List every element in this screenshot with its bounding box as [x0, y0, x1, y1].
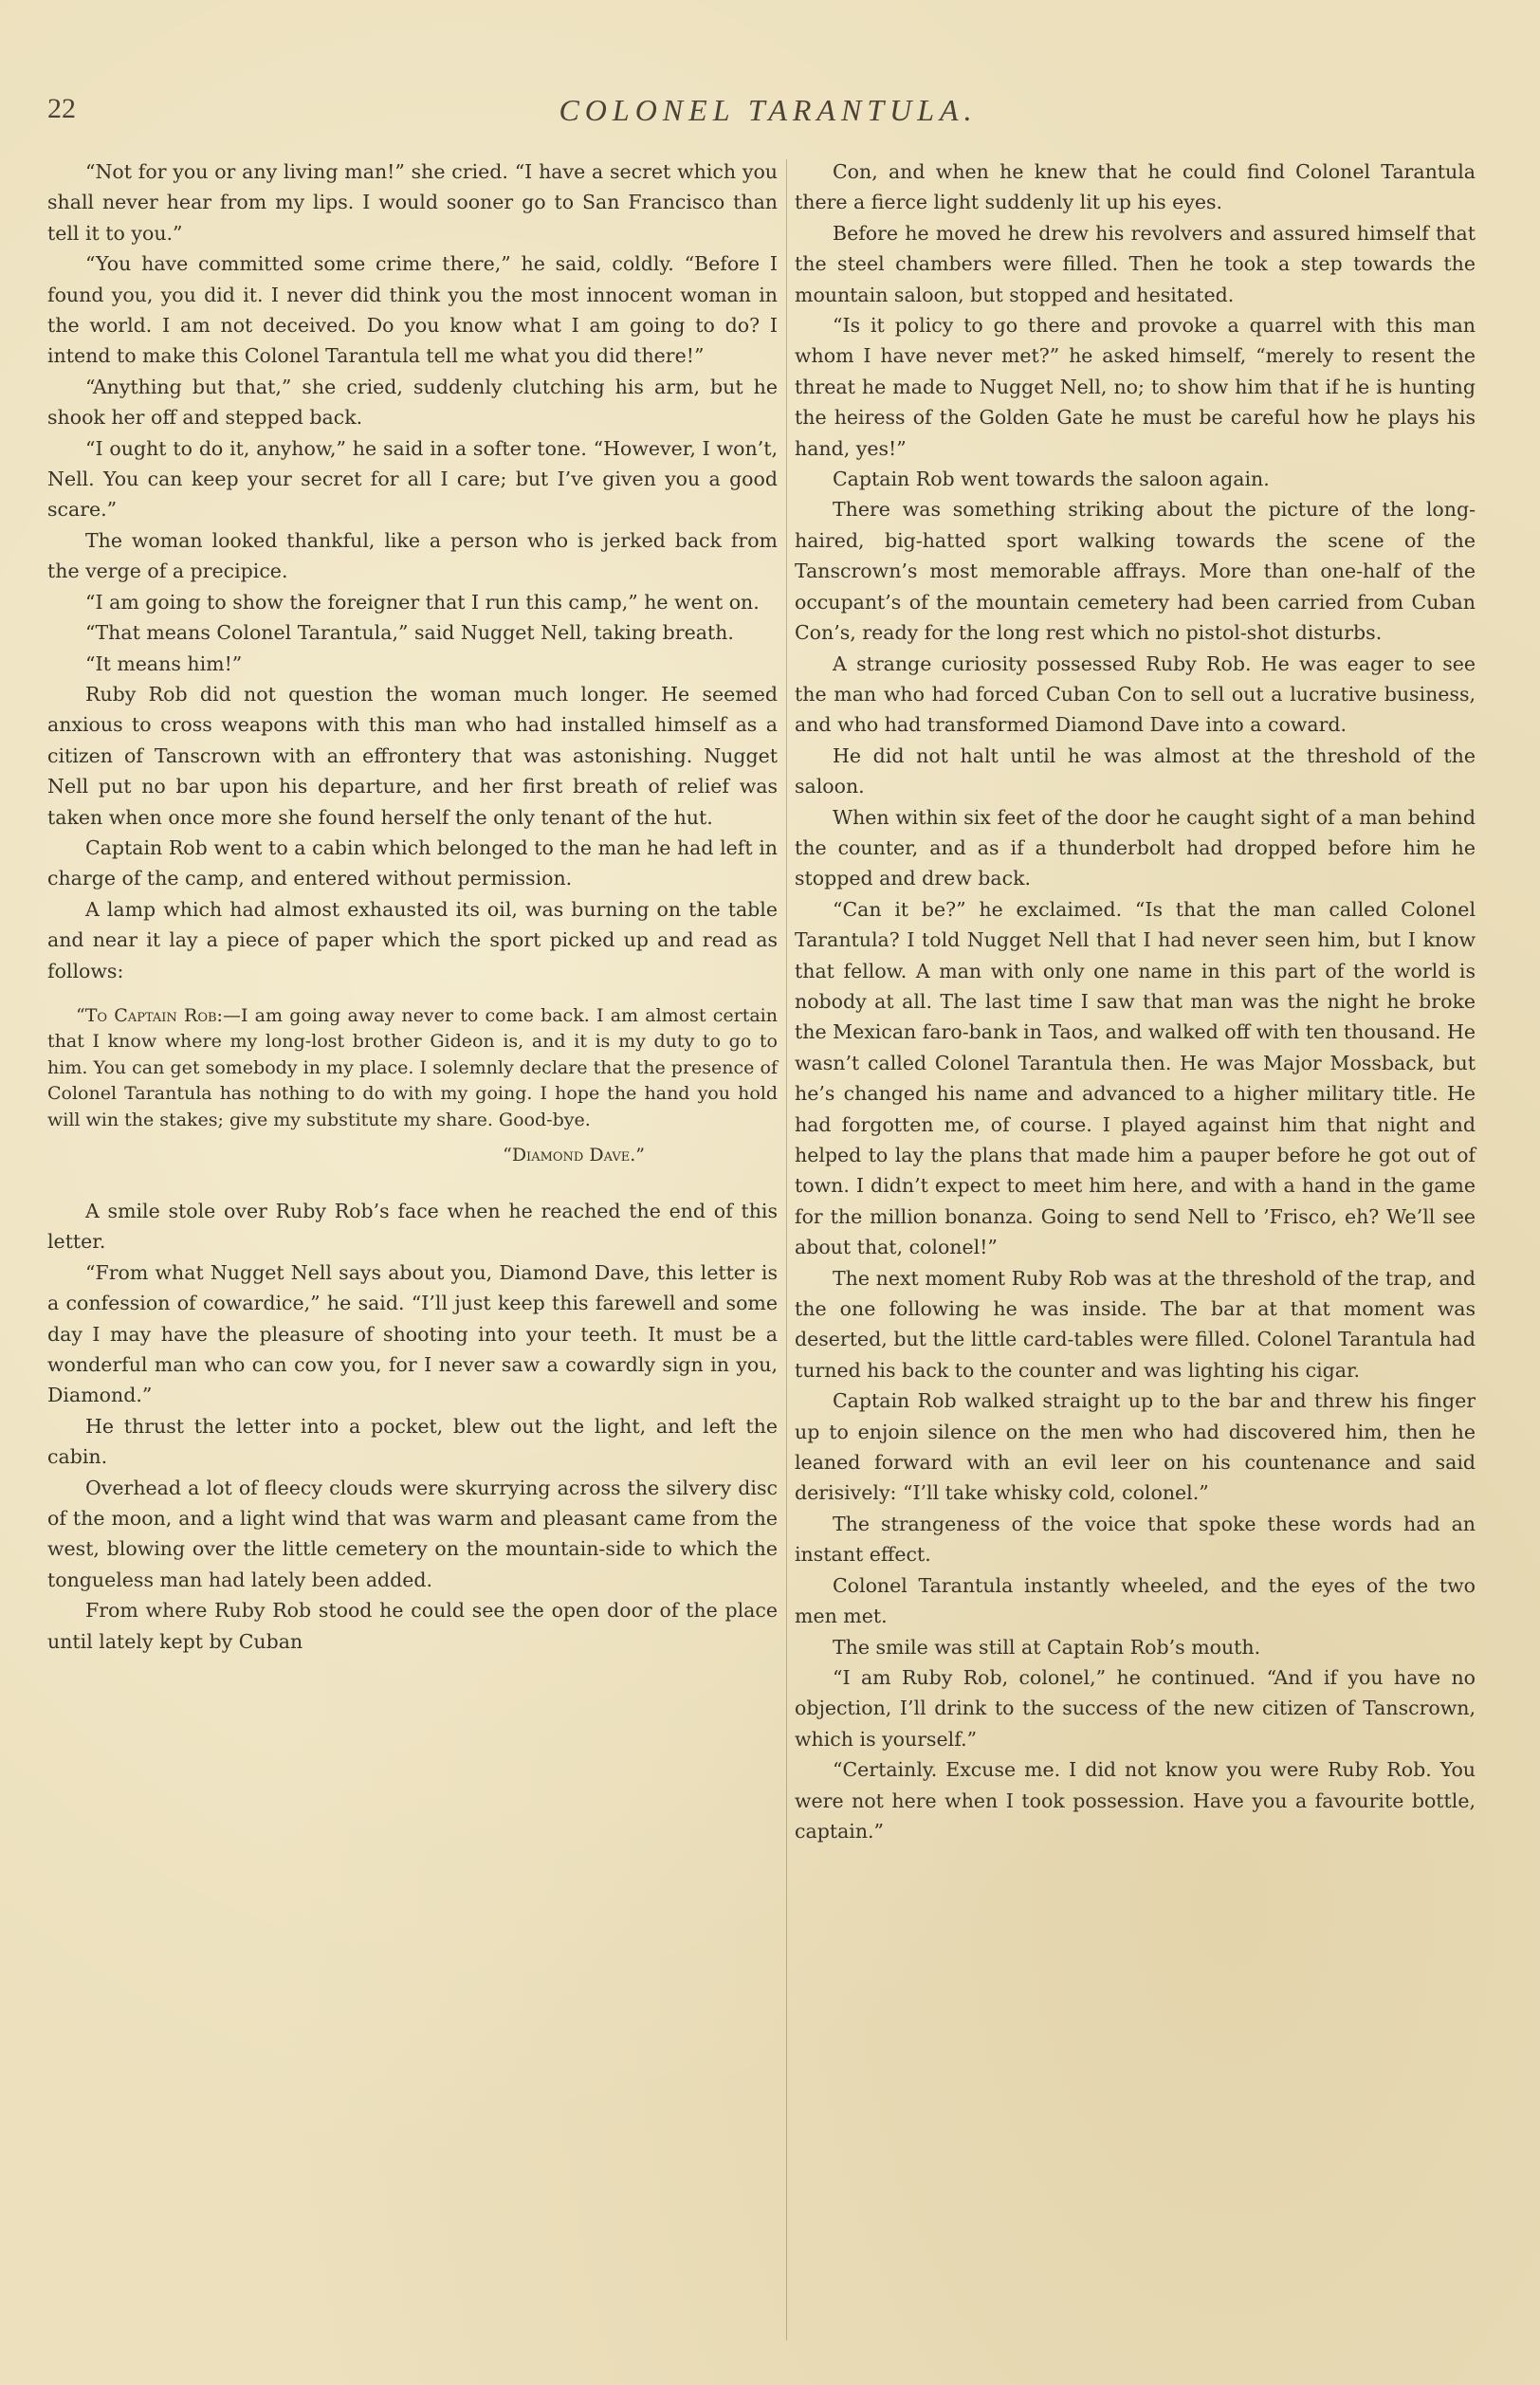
paragraph: Captain Rob walked straight up to the bar and threw his finger up to enjoin silence on the men who had discovered him, then he leaned forward with an evil leer on his countenance and said derisively: “I’ll take whisky cold, colonel.”: [795, 1389, 1476, 1505]
paragraph: The woman looked thankful, like a person who is jerked back from the verge of a precipice.: [47, 528, 778, 583]
letter-salutation: “To Captain Rob:: [76, 1004, 223, 1026]
paragraph: Captain Rob went towards the saloon again.: [833, 468, 1270, 491]
paragraph: “Anything but that,” she cried, suddenly clutching his arm, but he shook her off and stepped back.: [47, 375, 778, 430]
page-number: 22: [47, 93, 76, 124]
paragraph: “Is it policy to go there and provoke a quarrel with this man whom I have never met?” he asked himself, “merely to resent the threat he made to Nugget Nell, no; to show him that if he is hunting the heiress of the Golden Gate he must be careful how he plays his hand, yes!”: [795, 314, 1476, 460]
paragraph: “I ought to do it, anyhow,” he said in a softer tone. “However, I won’t, Nell. You can keep your secret for all I care; but I’ve given you a good scare.”: [47, 436, 778, 522]
paragraph: The next moment Ruby Rob was at the threshold of the trap, and the one following he was inside. The bar at that moment was deserted, but the little card-tables were filled. Colonel Tarantula had turned his back to the counter and was lighting his cigar.: [795, 1266, 1476, 1382]
paragraph: A strange curiosity possessed Ruby Rob. He was eager to see the man who had forced Cuban Con to sell out a lucrative business, and who had transformed Diamond Dave into a coward.: [795, 651, 1476, 737]
paragraph: Before he moved he drew his revolvers and assured himself that the steel chambers were filled. Then he took a step towards the mountain saloon, but stopped and hesitated.: [795, 221, 1476, 306]
paragraph: “Not for you or any living man!” she cried. “I have a secret which you shall never hear from my lips. I would sooner go to San Francisco than tell it to you.”: [47, 160, 778, 245]
letter: [47, 1003, 778, 1169]
paragraph: “From what Nugget Nell says about you, Diamond Dave, this letter is a confession of cowardice,” he said. “I’ll just keep this farewell and some day I may have the pleasure of shooting into your teeth. It must be a wonderful man who can cow you, for I never saw a cowardly sign in you, Diamond.”: [47, 1260, 778, 1407]
paragraph: He thrust the letter into a pocket, blew out the light, and left the cabin.: [47, 1414, 778, 1469]
paragraph: When within six feet of the door he caught sight of a man behind the counter, and as if a thunderbolt had dropped before him he stopped and drew back.: [795, 805, 1476, 890]
letter-text: [47, 1003, 778, 1134]
paragraph: From where Ruby Rob stood he could see the open door of the place until lately kept by Cuban: [47, 1599, 778, 1653]
paragraph: Captain Rob went to a cabin which belonged to the man he had left in charge of the camp, and entered without permission.: [47, 835, 778, 890]
paragraph: “It means him!”: [85, 651, 243, 675]
paragraph: “I am Ruby Rob, colonel,” he continued. “And if you have no objection, I’ll drink to the success of the new citizen of Tanscrown, which is yourself.”: [795, 1665, 1476, 1751]
paragraph: There was something striking about the picture of the long-haired, big-hatted sport walking towards the scene of the Tanscrown’s most memorable affrays. More than one-half of the occupant’s of the mountain cemetery had been carried from Cuban Con’s, ready for the long rest which no pistol-shot disturbs.: [795, 498, 1476, 645]
paragraph: “That means Colonel Tarantula,” said Nugget Nell, taking breath.: [85, 621, 734, 645]
right-column: [795, 156, 1476, 1846]
paragraph: A lamp which had almost exhausted its oil, was burning on the table and near it lay a piece of paper which the sport picked up and read as follows:: [47, 897, 778, 982]
paragraph: Colonel Tarantula instantly wheeled, and the eyes of the two men met.: [795, 1573, 1476, 1628]
left-paragraphs-after: [47, 1196, 778, 1657]
paragraph: He did not halt until he was almost at the threshold of the saloon.: [795, 743, 1476, 798]
paragraph: Con, and when he knew that he could find Colonel Tarantula there a fierce light suddenly lit up his eyes.: [795, 160, 1476, 214]
running-title: COLONEL TARANTULA.: [559, 93, 978, 127]
letter-signature: “Diamond Dave.”: [503, 1145, 645, 1166]
page-header: [47, 93, 1489, 131]
paragraph: “Certainly. Excuse me. I did not know you were Ruby Rob. You were not here when I took possession. Have you a favourite bottle, captain.”: [795, 1758, 1476, 1843]
paragraph: The strangeness of the voice that spoke these words had an instant effect.: [795, 1512, 1476, 1567]
paragraph: “Can it be?” he exclaimed. “Is that the man called Colonel Tarantula? I told Nugget Nell that I had never seen him, but I know that fellow. A man with only one name in this part of the world is nobody at all. The last time I saw that man was the night he broke the Mexican faro-bank in Taos, and walked off with ten thousand. He wasn’t called Colonel Tarantula then. He was Major Mossback, but he’s changed his name and advanced to a higher military title. He had forgotten me, of course. I played against him that night and helped to lay the plans that made him a pauper before he got out of town. I didn’t expect to meet him here, and with a hand in the game for the million bonanza. Going to send Nell to ’Frisco, eh? We’ll see about that, colonel!”: [795, 897, 1476, 1259]
paragraph: Ruby Rob did not question the woman much longer. He seemed anxious to cross weapons with this man who had installed himself as a citizen of Tanscrown with an effrontery that was astonishing. Nugget Nell put no bar upon his departure, and her first breath of relief was taken when once more she found herself the only tenant of the hut.: [47, 682, 778, 829]
letter-body: —I am going away never to come back. I am almost certain that I know where my long-lost brother Gideon is, and it is my duty to go to him. You can get somebody in my place. I solemnly declare that the presence of Colonel Tarantula has nothing to do with my going. I hope the hand you hold will win the stakes; give my substitute my share. Good-bye.: [47, 1004, 778, 1130]
paragraph: “I am going to show the foreigner that I run this camp,” he went on.: [85, 590, 760, 614]
paragraph: The smile was still at Captain Rob’s mouth.: [833, 1635, 1261, 1659]
column-divider: [786, 159, 787, 2340]
paragraph: Overhead a lot of fleecy clouds were skurrying across the silvery disc of the moon, and a light wind that was warm and pleasant came from the west, blowing over the little cemetery on the mountain-side to which the tongueless man had lately been added.: [47, 1476, 778, 1591]
left-column: [47, 156, 778, 1657]
left-paragraphs-before: [47, 156, 778, 986]
paragraph: A smile stole over Ruby Rob’s face when he reached the end of this letter.: [47, 1199, 778, 1254]
paragraph: “You have committed some crime there,” he said, coldly. “Before I found you, you did it. I never did think you the most innocent woman in the world. I am not deceived. Do you know what I am going to do? I intend to make this Colonel Tarantula tell me what you did there!”: [47, 252, 778, 368]
